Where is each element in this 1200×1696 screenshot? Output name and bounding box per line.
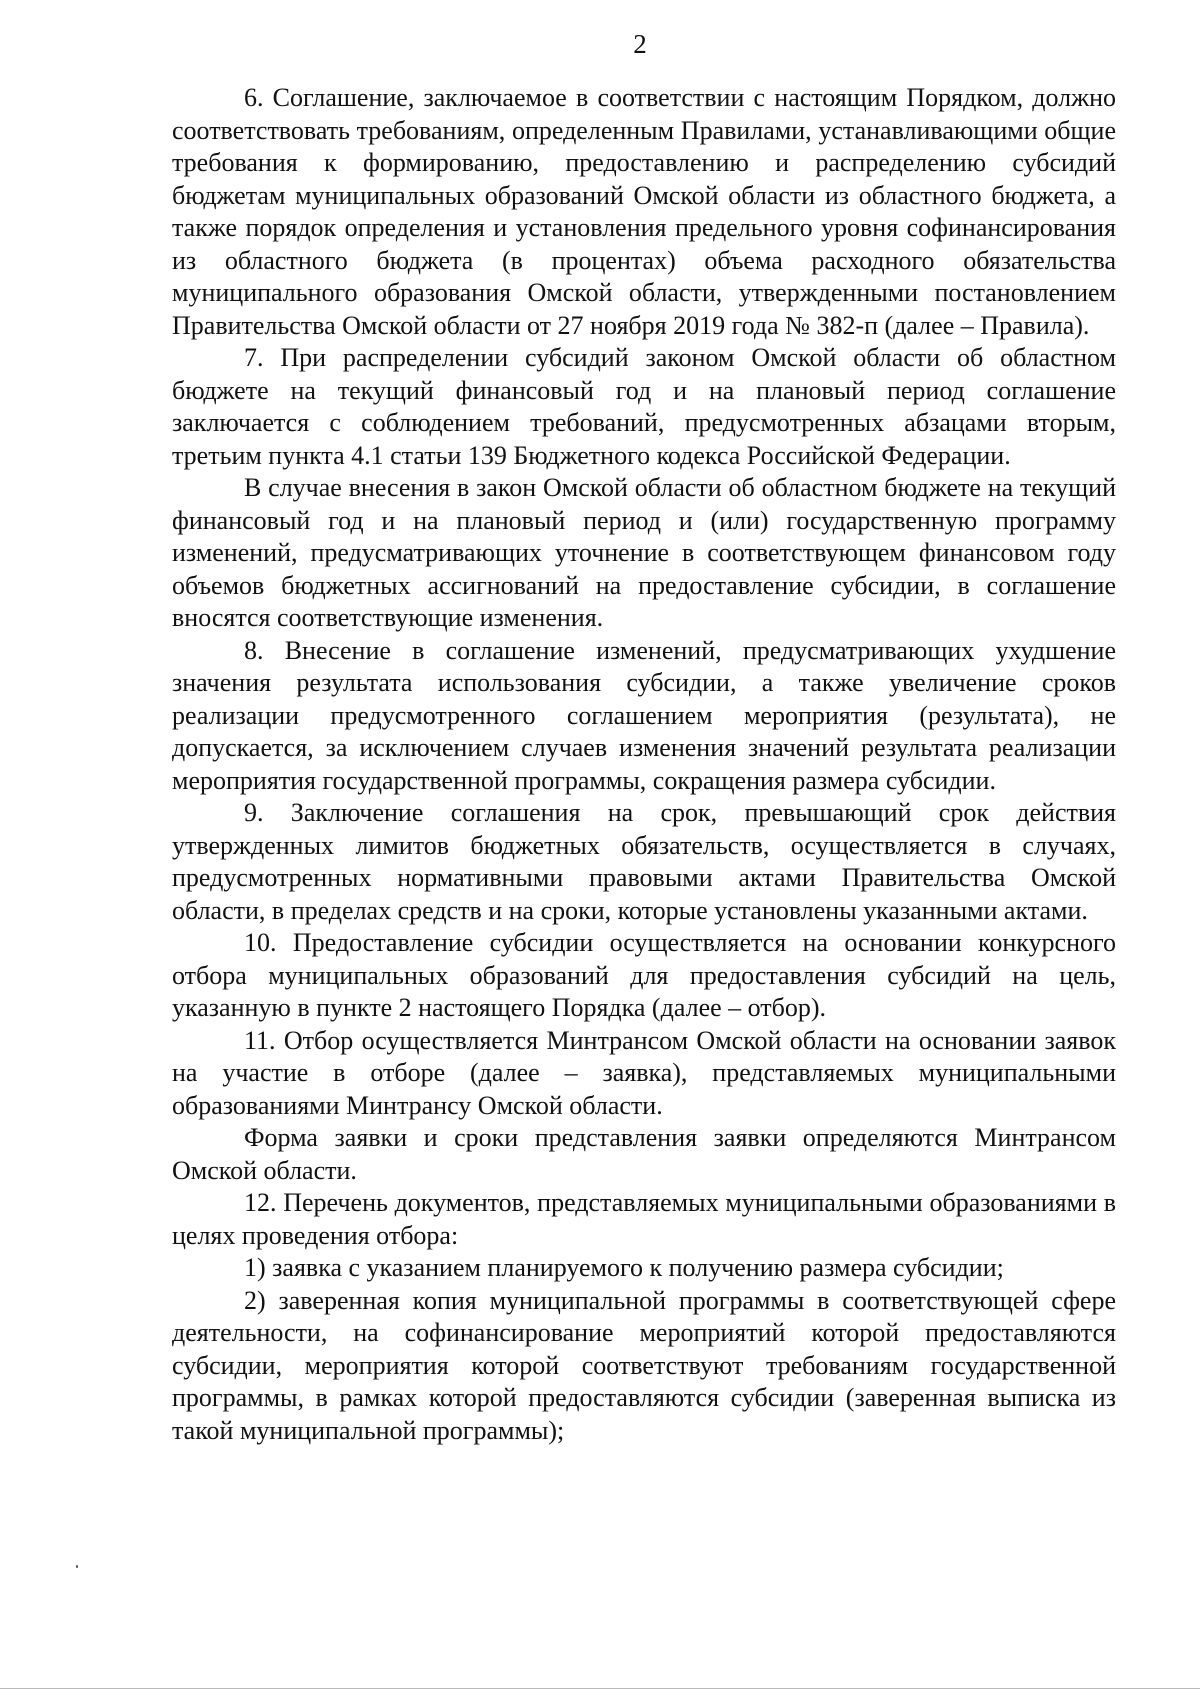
- list-item-2: 2) заверенная копия муниципальной программы в соответствующей сфере деятельности, на софинансирование мероприятий которой предоставляются субсидии, мероприятия которой соответствуют требованиям государственной программы, в рамках которой предоставляются субсидии (заверенная выписка из такой муниципальной программы);: [172, 1285, 1116, 1445]
- paragraph-10: 10. Предоставление субсидии осуществляется на основании конкурсного отбора муниципальных образований для предоставления субсидий на цель, указанную в пункте 2 настоящего Порядка (далее – отбор).: [172, 928, 1116, 1022]
- paragraph-12: 12. Перечень документов, представляемых муниципальными образованиями в целях проведения отбора:: [172, 1188, 1116, 1250]
- list-item-1: 1) заявка с указанием планируемого к получению размера субсидии;: [244, 1253, 1004, 1282]
- document-body: [172, 82, 1116, 1447]
- paragraph-11: 11. Отбор осуществляется Минтрансом Омской области на основании заявок на участие в отборе (далее – заявка), представляемых муниципальными образованиями Минтрансу Омской области.: [172, 1025, 1116, 1120]
- paragraph-7: 7. При распределении субсидий законом Омской области об областном бюджете на текущий финансовый год и на плановый период соглашение заключается с соблюдением требований, предусмотренных абзацами вторым, третьим пункта 4.1 статьи 139 Бюджетного кодекса Российской Федерации.: [172, 343, 1116, 470]
- bottom-edge-line: [0, 1688, 1200, 1689]
- scan-speck: [76, 1565, 78, 1568]
- paragraph-11-form: Форма заявки и сроки представления заявки определяются Минтрансом Омской области.: [172, 1123, 1116, 1185]
- paragraph-7-amendments: В случае внесения в закон Омской области об областном бюджете на текущий финансовый год и на плановый период и (или) государственную программу изменений, предусматривающих уточнение в соответствующем финансовом году объемов бюджетных ассигнований на предоставление субсидии, в соглашение вносятся соответствующие изменения.: [172, 473, 1116, 632]
- paragraph-9: 9. Заключение соглашения на срок, превышающий срок действия утвержденных лимитов бюджетных обязательств, осуществляется в случаях, предусмотренных нормативными правовыми актами Правительства Омской области, в пределах средств и на сроки, которые установлены указанными актами.: [172, 798, 1116, 925]
- paragraph-6: 6. Соглашение, заключаемое в соответствии с настоящим Порядком, должно соответствовать требованиям, определенным Правилами, устанавливающими общие требования к формированию, предоставлению и распределению субсидий бюджетам муниципальных образований Омской области из областного бюджета, а также порядок определения и установления предельного уровня софинансирования из областного бюджета (в процентах) объема расходного обязательства муниципального образования Омской области, утвержденными постановлением Правительства Омской области от 27 ноября 2019 года № 382-п (далее – Правила).: [172, 83, 1116, 340]
- page-number: 2: [633, 29, 647, 59]
- paragraph-8: 8. Внесение в соглашение изменений, предусматривающих ухудшение значения результата использования субсидии, а также увеличение сроков реализации предусмотренного соглашением мероприятия (результата), не допускается, за исключением случаев изменения значений результата реализации мероприятия государственной программы, сокращения размера субсидии.: [172, 635, 1116, 795]
